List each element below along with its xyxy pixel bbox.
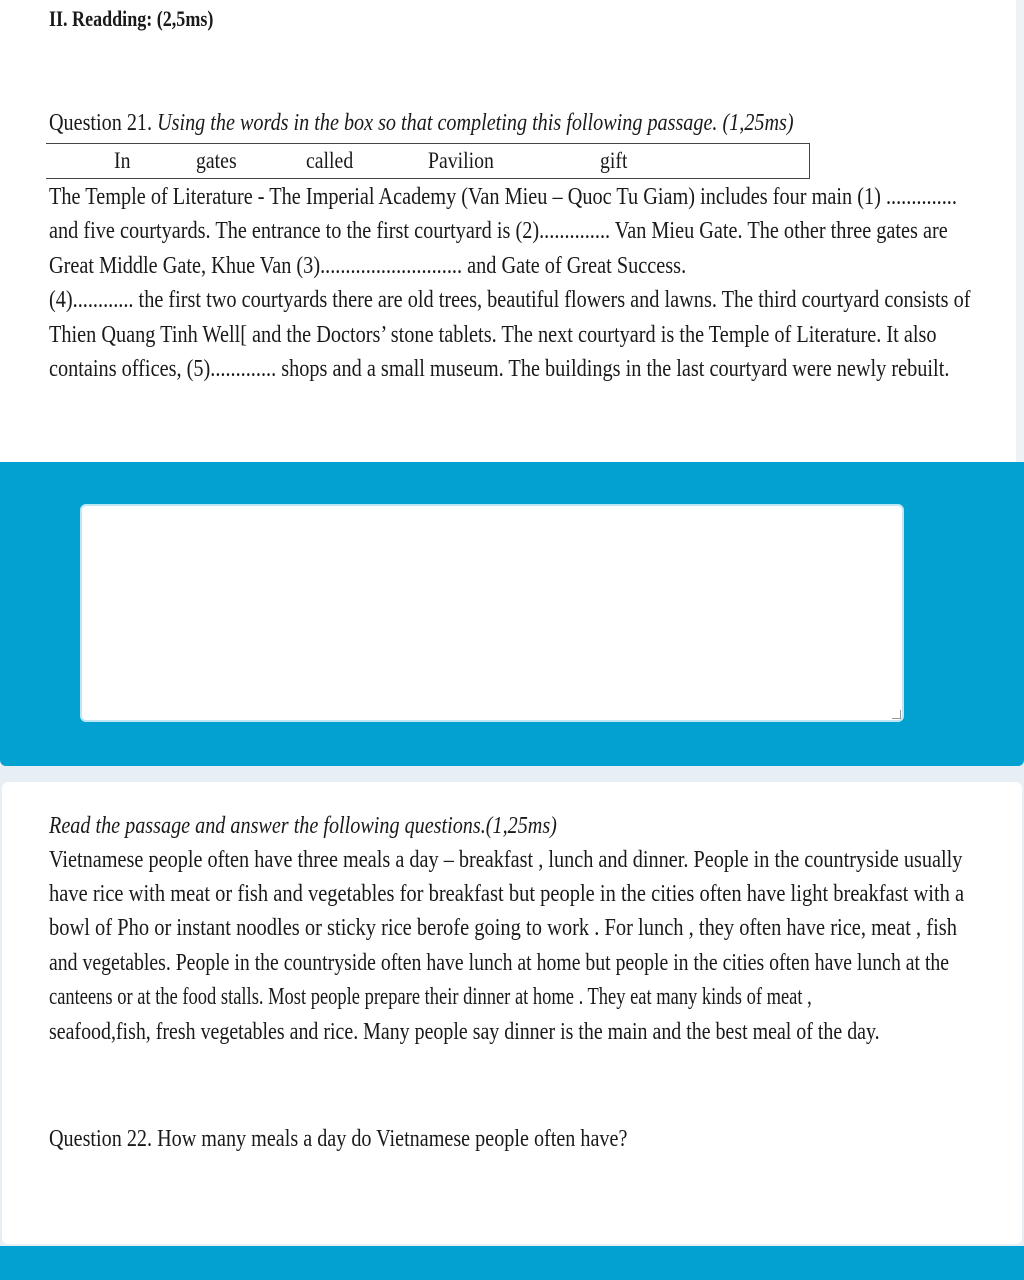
passage-line: and five courtyards. The entrance to the first courtyard is (2).............. Van Mieu Gate. The other three gates are: [49, 218, 948, 244]
passage-line: (4)............ the first two courtyards there are old trees, beautiful flowers and lawns. The third courtyard consists of: [49, 287, 971, 313]
meal-passage-line: canteens or at the food stalls. Most people prepare their dinner at home . They eat many kinds of meat ,: [49, 984, 812, 1010]
meal-passage-line: and vegetables. People in the countryside often have lunch at home but people in the cities often have lunch at the: [49, 950, 950, 976]
passage-line: contains offices, (5)............. shops and a small museum. The buildings in the last courtyard were newly rebuilt.: [49, 356, 950, 382]
passage-line: Great Middle Gate, Khue Van (3)............................ and Gate of Great Success.: [49, 253, 687, 279]
question-22: Question 22. How many meals a day do Vietnamese people often have?: [49, 1126, 628, 1152]
question-21-instruction: Using the words in the box so that completing this following passage. (1,25ms): [157, 110, 794, 136]
word-box-item: gates: [196, 148, 237, 173]
word-box-item: Pavilion: [428, 148, 494, 173]
meal-passage-line: Vietnamese people often have three meals a day – breakfast , lunch and dinner. People in the countryside usually: [49, 847, 963, 873]
resize-grip-icon[interactable]: [892, 710, 901, 719]
passage-line: Thien Quang Tinh Well[ and the Doctors’ stone tablets. The next courtyard is the Temple of Literature. It also: [49, 322, 937, 348]
reading-instruction: Read the passage and answer the following questions.(1,25ms): [49, 813, 557, 839]
word-box-item: gift: [600, 148, 628, 173]
word-box-item: called: [306, 148, 354, 173]
meal-passage-line: bowl of Pho or instant noodles or sticky rice berofe going to work . For lunch , they often have rice, meat , fish: [49, 915, 957, 941]
answer-textarea[interactable]: [80, 504, 904, 722]
question-21-heading: [49, 110, 794, 137]
next-panel-strip: [0, 1246, 1024, 1280]
word-box: [46, 143, 810, 179]
word-box-item: In: [114, 148, 131, 173]
section-title: II. Readding: (2,5ms): [49, 6, 214, 31]
meal-passage-line: seafood,fish, fresh vegetables and rice. Many people say dinner is the main and the best meal of the day.: [49, 1019, 880, 1045]
passage-line: The Temple of Literature - The Imperial Academy (Van Mieu – Quoc Tu Giam) includes four main (1) ..............: [49, 184, 957, 210]
question-21-label: Question 21.: [49, 110, 158, 136]
meal-passage-line: have rice with meat or fish and vegetables for breakfast but people in the cities often have light breakfast with a: [49, 881, 965, 907]
